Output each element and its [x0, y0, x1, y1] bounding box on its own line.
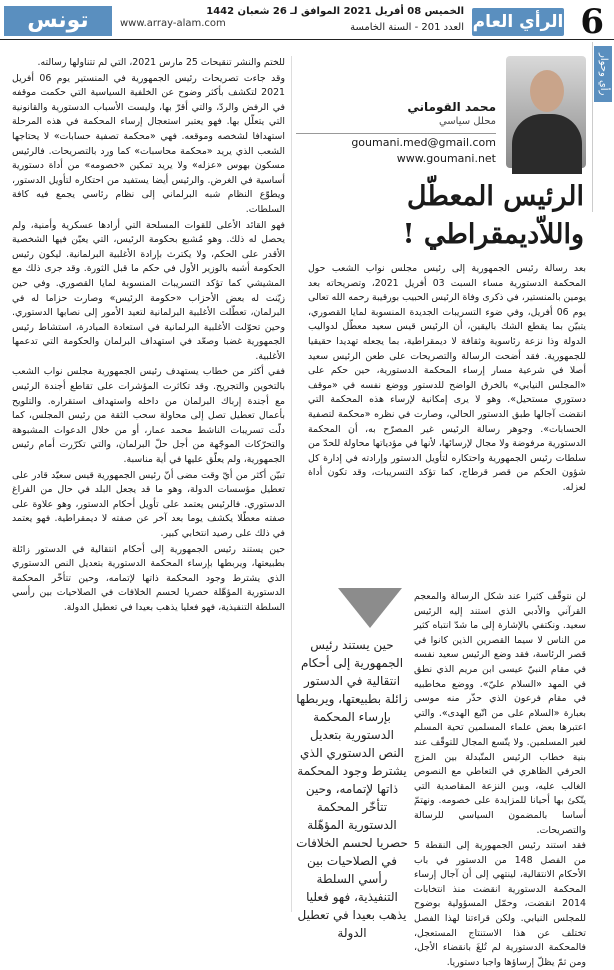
paragraph: تبيّن أكثر من أيّ وقت مضى أنّ رئيس الجمهورية قيس سعيّد قادر على تعطيل مؤسسات الدولة، وهو ما قد يجعل البلد في حال من الفراغ الدستوري. فالرئيس يعتمد على تأويل أحكام الدستور، وهو علاوة على صفته معطّلا يكشف يوما بعد آخر عن صفته لا ديمقراطية. فهو يعتمد في ذلك على رصيد انتخابي كبير. [12, 469, 285, 539]
article-column-right-top [308, 262, 586, 582]
quote-arrow-icon [338, 588, 402, 628]
newspaper-logo: الرأي العام [472, 8, 564, 36]
author-email: goumani.med@gmail.com [351, 136, 496, 149]
author-name: محمد القوماني [407, 100, 496, 114]
author-website: www.goumani.net [396, 152, 496, 165]
paragraph: وقد جاءت تصريحات رئيس الجمهورية في المنستير يوم 06 أفريل 2021 لتكشف بأكثر وضوح عن الخلفية السياسية التي حكمت موقفه في الرفض والردّ، والتي أقرّ بها، وليست الأسباب الدستورية والقانونية التي يتعلّل بها. فهو يعتبر استعجال إرساء المحكمة في هذه المرحلة استهدافا لشخصه وموقعه. فهي «محكمة تصفية حسابات» لا يحتاجها الشعب الذي يريد «محكمة محاسبات» كما ورد بالتصريحات. فالرئيس مسكون بهوس «عزله» ولا يريد تمكين «خصومه» من أداة دستورية أساسية في الغرض. والرئيس أيضا يستفيد من احتكاره لتأويل الدستور، ويطوّع النظام شبه البرلماني إلى نظام رئاسي يجمع فيه كافة السلطات. [12, 72, 286, 215]
article-column-left [12, 56, 292, 912]
side-label: رأي وحوار [594, 46, 612, 102]
paragraph: فقد استند رئيس الجمهورية إلى النقطة 5 من الفصل 148 من الدستور في باب الأحكام الانتقالية، لينتهي إلى أن آجال إرساء المحكمة الدستورية انقضت منذ انتخابات 2014 انقضت، وحمّل المسؤولية بوضوح للمجلس النيابي. ولكن قراءتنا لهذا الفصل تختلف عن هذا الاستنتاج المستعجل، فالمحكمة الدستورية لم تُلغَ بانقضاء الأجل، ومن ثمّ يظلّ إرساؤها واجبا دستوريا. [414, 840, 586, 968]
paragraph: ففي أكثر من خطاب يستهدف رئيس الجمهورية مجلس نواب الشعب بالتخوين والتجريح. وقد تكاثرت المؤشرات على تقاطع أجندة الرئيس مع أجندة إرباك البرلمان من داخله واستهداف استقراره. والتلويح بأعمال تعطيل تصل إلى محاولة سحب الثقة من رئيس المجلس، كما دلّت تسريبات الناشط محمد عمار، أو من خلال الدعوات المشبوهة والتحرّكات الموجّهة من أجل حلّ البرلمان، والتي تكرّرت أمام رئيس الجمهورية، ولم يعلّق عليها في أية مناسبة. [12, 366, 285, 466]
article-headline: الرئيس المعطّل واللاّديمقراطي ! [402, 181, 584, 250]
website-url: www.array-alam.com [120, 18, 226, 29]
issue-line: العدد 201 - السنة الخامسة [350, 22, 464, 33]
author-head [530, 70, 564, 112]
paragraph: بعد رسالة رئيس الجمهورية إلى رئيس مجلس نواب الشعب حول المحكمة الدستورية مساء السبت 03 أفريل 2021، وتصريحاته بعد يومين بالمنستير، في ذكرى وفاة الرئيس الحبيب بورقيبة رحمه الله تعالى يوم 06 أفريل، وفي ضوء التسريبات الجديدة المنسوبة لمايا القصوري، يتبيّن بما يقطع الشك باليقين، أن الرئيس قيس سعيد معطّل لدواليب الدولة وذا نزعة رئاسوية وثقافة لا ديمقراطية، بما يجعله تهديدا حقيقيا للجمهورية. فقد أضحت الرسالة والتصريحات على طعن الرئيس سعيد أصلا في شرعية مسار إرساء المحكمة الدستورية، حين حكم على «المجلس النيابي» بالخرق الواضح للدستور ووضع نفسه في «موقف دستوري مستحيل». وهو لا يرى إمكانية لإرساء هذه المحكمة التي انقضت آجالها طبق الدستور الحالي، وصارت في نظره «محكمة لتصفية الحسابات». وجوهر رسالة الرئيس غير المصرّح به، أن المحكمة الدستورية مرفوضة ولا مجال لإرسائها، لأنها في مؤدياتها محاولة للحدّ من سلطات رئيس الجمهورية واحتكاره لتأويل الدستور وإرادته في إدارة كل شؤون الحكم من قصر قرطاج، كما تؤكد التسريبات، وقد تكون أداة لعزله. [308, 263, 586, 493]
page-number: 6 [580, 2, 604, 42]
paragraph: حين يستند رئيس الجمهورية إلى أحكام انتقالية في الدستور زائلة بطبيعتها، ويربطها بإرساء المحكمة الدستورية بتعديل النص الدستوري الذي يشترط وجود المحكمة ذاتها لإتمامه، وحين تتأخّر المحكمة الدستورية المؤهّلة حصريا لحسم الخلافات في الصلاحيات بين رأسي السلطة التنفيذية، فهو فعليا يذهب بعيدا في تعطيل الدولة. [12, 543, 285, 613]
page-header [0, 0, 614, 40]
paragraph: لن نتوقّف كثيرا عند شكل الرسالة والمعجم القرآني والأدبي الذي استند إليه الرئيس سعيد. ونكتفي بالإشارة إلى ما شدّ انتباه كثير من الناس لا سيما القصرين الذين كانوا في قصر الرئاسة، فقد وضع الرئيس سعيد نفسه في مقام النبيّ عيسى ابن مريم الذي نطق في المهد «السلام عليّ». ووضع مخاطبيه في مقام فرعون الذي حذّر منه موسى بعبارة «السلام على من اتّبع الهدى». والتي اعتبرها بعض علماء المسلمين تحية المسلم لغير المسلمين. ولا يتّسع المجال للتوقّف عند بنية خطاب الرئيس المتّبدلة بين المزج الحرفي الظاهري في التعاطي مع النصوص الغالب عليه، وبين النزعة المقاصدية التي يتّكئ بها أحيانا للمزايدة على خصومه. ونهتمّ أساسا بالمضمون السياسي للرسالة والتصريحات. [414, 591, 586, 836]
author-suit [512, 114, 582, 174]
author-photo [506, 56, 586, 168]
author-divider [296, 133, 496, 134]
author-role: محلل سياسي [438, 116, 496, 127]
date-line: الخميس 08 أفريل 2021 الموافق لـ 26 شعبان 1442 [206, 6, 464, 17]
paragraph: فهو القائد الأعلى للقوات المسلحة التي أرادها عسكرية وأمنية، ولم يحصل له ذلك. وهو مُشبع بحكومة الرئيس، التي يعيّن فيها الشخصية الأقدر على الحكم، ولا يكترث بإرادة الأغلبية البرلمانية. ليكون رئيس الحكومة أشبه بالوزير الأول في حكم ما قبل الثورة. وقد جرى ذلك مع المشيشي كما تؤكد التسريبات المنسوبة لمايا القصوري. وفي حين زيّنت له بعض الأحزاب «حكومة الرئيس» وصارت حزاما له في البرلمان، تعطّلت الأغلبية البرلمانية لتعيد الأمور إلى نصابها الدستوري. وحين تحوّلت الأغلبية البرلمانية في استعادة المبادرة، استشاط رئيس الجمهورية غضبا وصعّد في استهداف البرلمان والحكومة التي تدعمها الأغلبية. [12, 219, 285, 362]
pull-quote: حين يستند رئيس الجمهورية إلى أحكام انتقالية في الدستور زائلة بطبيعتها، ويربطها بإرساء المحكمة الدستورية بتعديل النص الدستوري الذي يشترط وجود المحكمة ذاتها لإتمامه، وحين تتأخّر المحكمة الدستورية المؤهّلة حصريا لحسم الخلافات في الصلاحيات بين رأسي السلطة التنفيذية، فهو فعليا يذهب بعيدا في تعطيل الدولة [296, 638, 408, 940]
section-title: تونس [4, 6, 112, 36]
paragraph: للختم والنشر تنقيحات 25 مارس 2021، التي لم تتناولها رسالته. [37, 57, 285, 68]
article-column-right-bottom [414, 590, 586, 968]
